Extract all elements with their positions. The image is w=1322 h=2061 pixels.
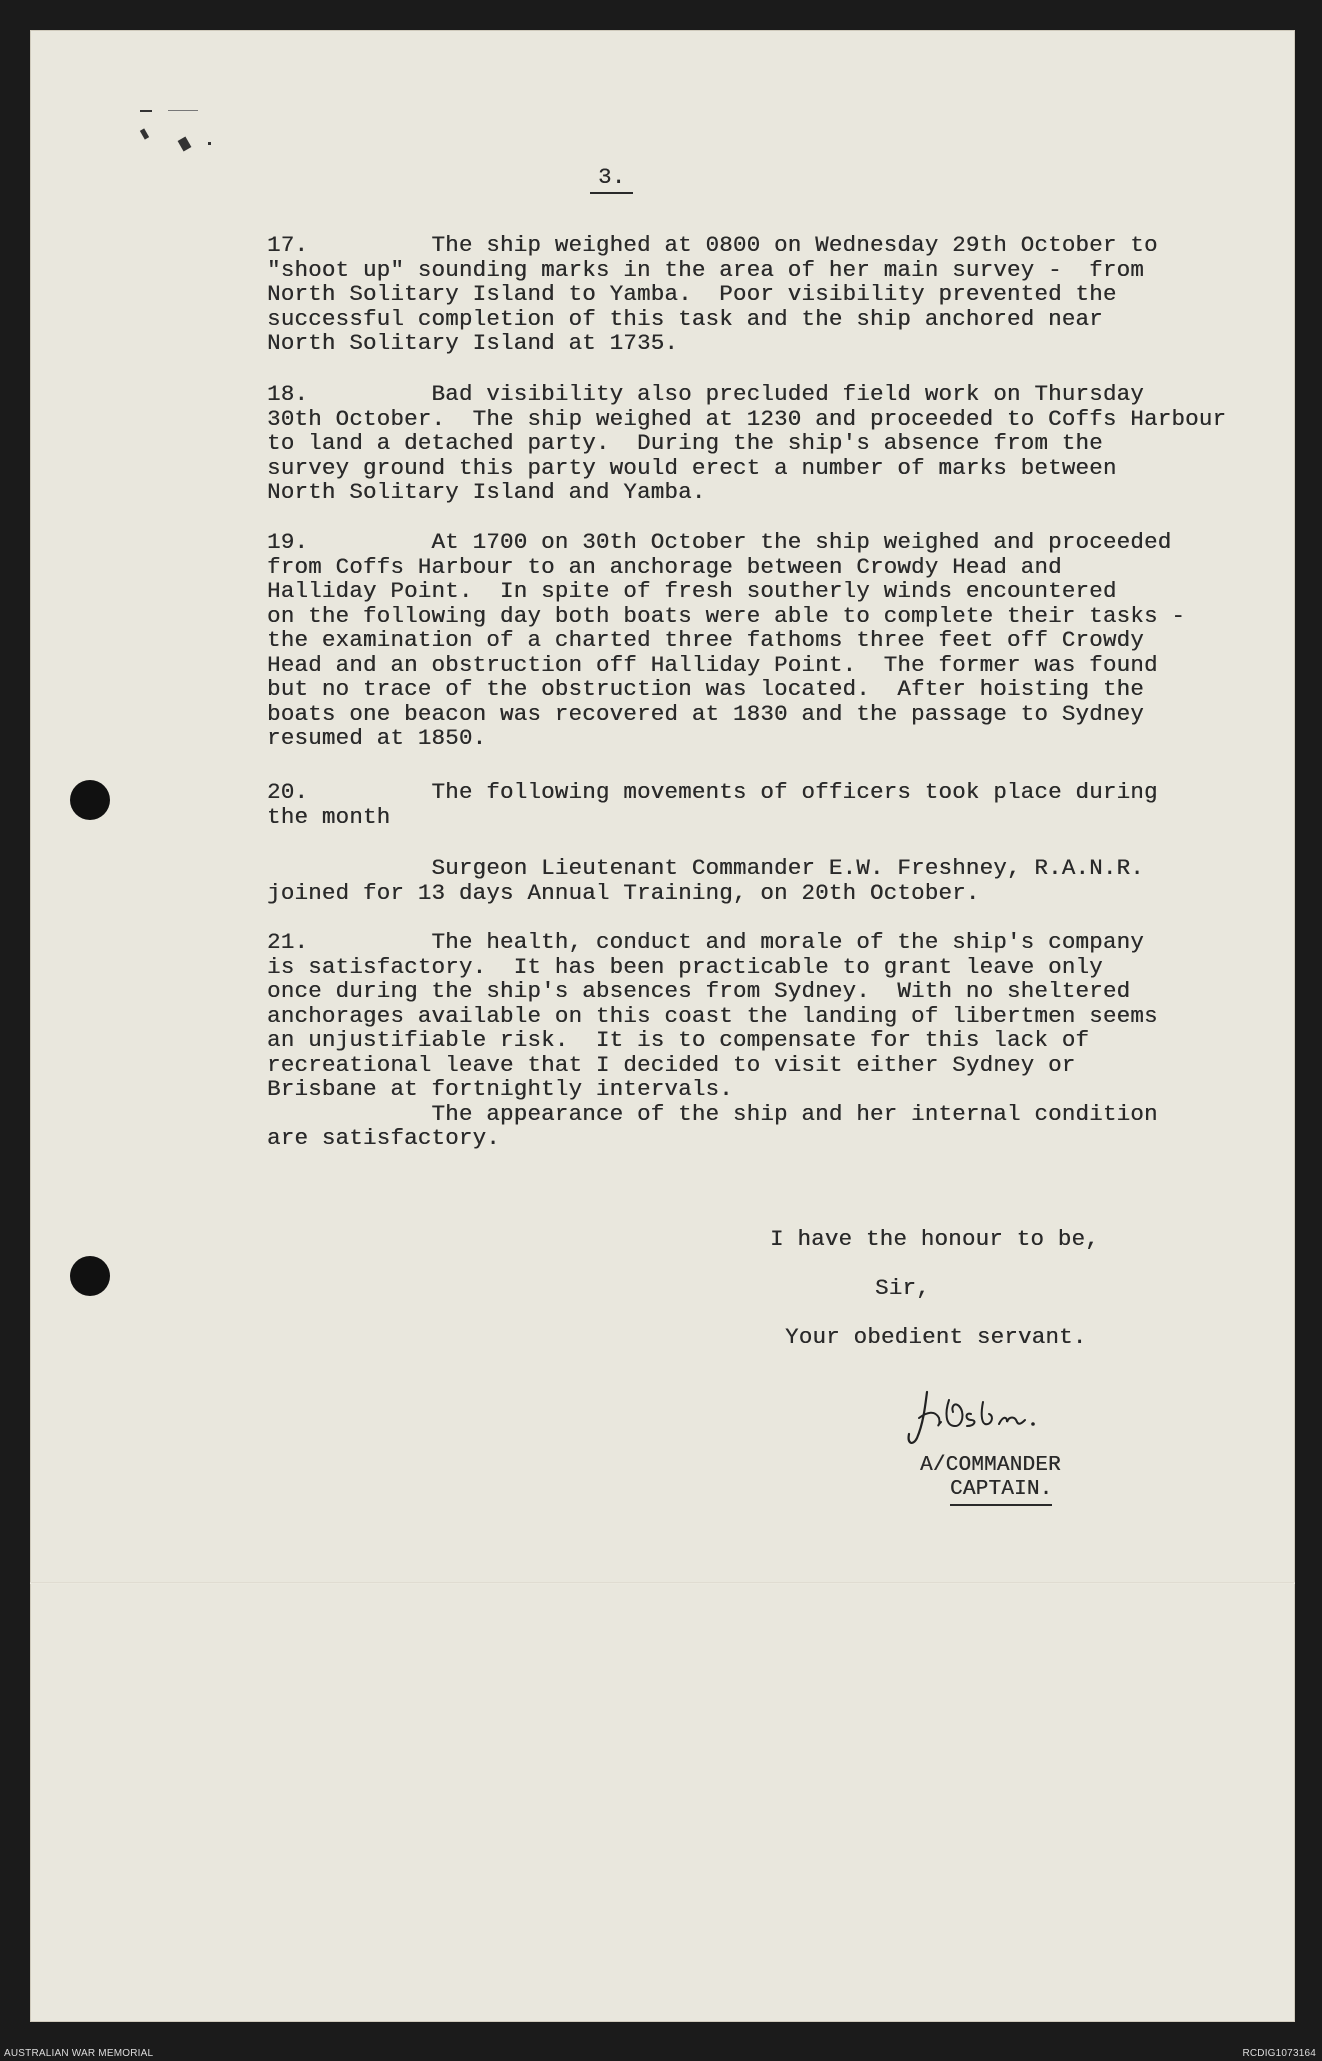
handwritten-signature <box>905 1382 1065 1452</box>
paragraph-21: 21. The health, conduct and morale of the ship's company is satisfactory. It has been practicable to grant leave only once during the ship's absences from Sydney. With no sheltered anchorages available on this coast the landing of libertmen seems an unjustifiable risk. It is to compensate for this lack of recreational leave that I decided to visit either Sydney or Brisbane at fortnightly intervals. The appearance of the ship and her internal condition are satisfactory. <box>267 929 1158 1151</box>
punch-hole <box>70 1256 110 1296</box>
paper-mark <box>168 110 198 111</box>
paragraph-20-officer-movement: Surgeon Lieutenant Commander E.W. Freshney, R.A.N.R. joined for 13 days Annual Training, on 20th October. <box>267 855 1144 906</box>
signature-rank: A/COMMANDER <box>920 1454 1061 1477</box>
paragraph-17: 17. The ship weighed at 0800 on Wednesday 29th October to "shoot up" sounding marks in the area of her main survey - from North Solitary Island to Yamba. Poor visibility prevented the successful completion of this task and the ship anchored near North Solitary Island at 1735. <box>267 232 1158 356</box>
fold-line <box>30 1582 1295 1584</box>
footer-archive-name: AUSTRALIAN WAR MEMORIAL <box>4 2048 154 2059</box>
footer-reference-id: RCDIG1073164 <box>1242 2048 1316 2059</box>
paragraph-20: 20. The following movements of officers took place during the month <box>267 779 1158 830</box>
paragraph-19: 19. At 1700 on 30th October the ship weighed and proceeded from Coffs Harbour to an anchorage between Crowdy Head and Halliday Point. In spite of fresh southerly winds encountered on the following day both boats were able to complete their tasks - the examination of a charted three fathoms three feet off Crowdy Head and an obstruction off Halliday Point. The former was found but no trace of the obstruction was located. After hoisting the boats one beacon was recovered at 1830 and the passage to Sydney resumed at 1850. <box>267 529 1186 751</box>
page-number: 3. <box>590 165 633 194</box>
document-page <box>30 30 1295 2022</box>
signature-title: CAPTAIN. <box>950 1478 1052 1506</box>
paragraph-18: 18. Bad visibility also precluded field work on Thursday 30th October. The ship weighed at 1230 and proceeded to Coffs Harbour to land a detached party. During the ship's absence from the survey ground this party would erect a number of marks between North Solitary Island and Yamba. <box>267 381 1227 505</box>
closing-salutation: Sir, <box>875 1275 930 1301</box>
closing-honour-line: I have the honour to be, <box>770 1226 1099 1252</box>
paper-mark <box>140 128 149 139</box>
punch-hole <box>70 780 110 820</box>
closing-servant-line: Your obedient servant. <box>785 1324 1087 1350</box>
paper-mark <box>208 142 211 145</box>
paper-mark <box>178 137 192 152</box>
paper-mark <box>140 110 152 112</box>
